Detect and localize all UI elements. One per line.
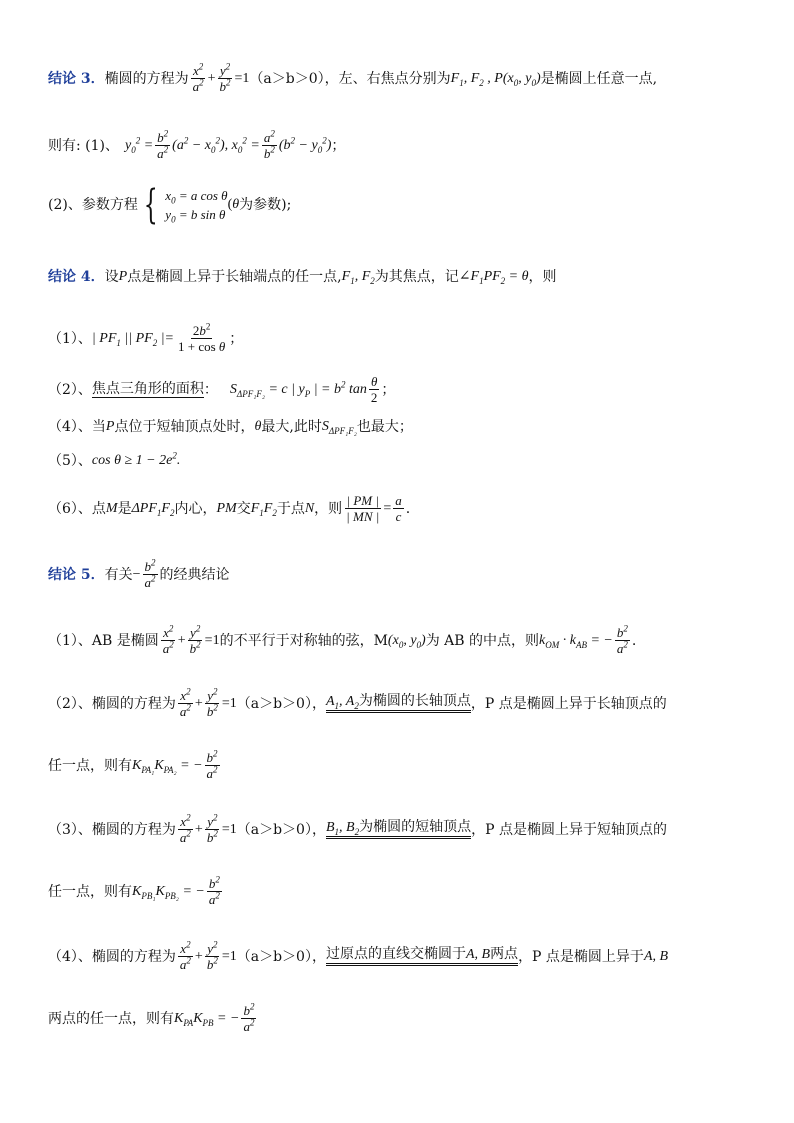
c5-i3b: （a＞b＞0）， — [236, 821, 326, 838]
c3-heading: 结论 3． — [48, 70, 105, 87]
c4-i6c: 内心， — [174, 500, 217, 517]
c5-item-4-cont: 两点的任一点，则有 $K_{PA}K_{PB}$ = − $\frac{b^2}{a^2}$ — [48, 1001, 255, 1034]
param-system: $x_0 = a$ cos θ $y_0 = b$ sin θ — [165, 188, 228, 225]
c5-item-4: （4）、椭圆的方程为 $\frac{x^2}{a^2}$ + $\frac{y^2}{b^2}$ =1 （a＞b＞0）， 过原点的直线交椭圆于A, B两点 ，P 点是椭圆上异于 A, B — [48, 939, 669, 972]
c5-item-3-cont: 任一点，则有 $K_{PB_1}K_{PB_2}$ = − $\frac{b^2}{a^2}$ — [48, 874, 220, 907]
c4-i2-label: 焦点三角形的面积 — [91, 380, 204, 397]
c4-heading: 结论 4． — [48, 269, 105, 285]
c4-i6e: 于点 — [276, 500, 305, 517]
c4-item-5: （5）、 $\cos \theta \ge 1 - 2e^2$. — [48, 450, 181, 469]
c5-i3-underlined: $B_1$, $B_2$为椭圆的短轴顶点 — [326, 820, 471, 839]
c5-i4f: 两点的任一点，则有 — [48, 1010, 174, 1027]
c5-i1b: 的不平行于对称轴的弦，M — [219, 632, 388, 649]
c5-item-1: （1）、AB 是椭圆 $\frac{x^2}{a^2}$ + $\frac{y^2}{b^2}$ =1 的不平行于对称轴的弦，M ($x_0$, $y_0$) 为 AB 的中点，则 $k_{OM} \cdot k_{AB}$ = − $\frac{b^2}{a^2}$ . — [48, 623, 637, 656]
c4-i4d: 也最大； — [356, 419, 413, 435]
c5-i4b: （a＞b＞0）， — [236, 948, 326, 965]
c4-i4b: 点位于短轴顶点处时， — [114, 419, 255, 435]
c4-item-1: （1）、 | $PF_1$ || $PF_2$ |= $\frac{2b^2}{\text{1 + cos θ}}$ ； — [48, 321, 244, 354]
c4-i6b: 是 — [117, 500, 132, 517]
c4-text1: 设 — [104, 269, 119, 285]
left-brace-icon: { — [143, 182, 158, 228]
c4-i6f: ，则 — [314, 500, 343, 517]
c5-i4-underlined: 过原点的直线交椭圆于A, B两点 — [326, 947, 518, 966]
c5-i1a: （1）、AB 是椭圆 — [48, 632, 159, 649]
c4-line-1: 结论 4． 设 P 点是椭圆上异于长轴端点的任一点, $F_1$, $F_2$ 为其焦点，记 $\angle F_1PF_2 = \theta$ ，则 — [48, 269, 557, 286]
c5-heading: 结论 5． — [48, 566, 105, 583]
frac-x2-a2: $\frac{x^2}{a^2}$ — [192, 61, 204, 94]
c4-i6a: （6）、点 — [48, 500, 106, 517]
c5-line-1: 结论 5． 有关 − $\frac{b^2}{a^2}$ 的经典结论 — [48, 557, 230, 590]
c3-line-2: 则有: (1)、 $y_0^2$ = $\frac{b^2}{a^2}$ $(a^2 - x_0^2)$, $x_0^2$ = $\frac{a^2}{b^2}$ $(b^2 - y_0^2)$ ； — [48, 128, 346, 161]
c4-item-2: （2）、 焦点三角形的面积 ： $S_{\Delta PF_1F_2} = c$ | $y_P$ | = $b^2$ tan $\frac{\theta}{2}$ ； — [48, 374, 396, 405]
c5-item-2: （2）、椭圆的方程为 $\frac{x^2}{a^2}$ + $\frac{y^2}{b^2}$ =1 （a＞b＞0）， $A_1$, $A_2$为椭圆的长轴顶点 ，P 点是椭圆上异于长轴顶点的 — [48, 686, 667, 719]
c3-intro: 椭圆的方程为 — [104, 70, 189, 87]
c4-i4a: （4）、当 — [48, 419, 106, 435]
c4-text3: 为其焦点，记 — [374, 269, 459, 285]
c5-i3e: 任一点，则有 — [48, 883, 132, 900]
c4-i4c: 最大,此时 — [261, 419, 322, 435]
c5-i1c: 为 AB 的中点，则 — [425, 632, 540, 649]
c3-line-1: 结论 3． 椭圆的方程为 $\frac{x^2}{a^2}$ + $\frac{y^2}{b^2}$ =1 （a＞b＞0），左、右焦点分别为 $F_1$, $F_2$ , $P(x_0$, $y_0$) 是椭圆上任意一点, — [48, 61, 658, 94]
c3-cond: （a＞b＞0），左、右焦点分别为 — [249, 70, 451, 87]
c5-item-2-cont: 任一点，则有 $K_{PA_1}K_{PA_2}$ = − $\frac{b^2}{a^2}$ — [48, 748, 218, 781]
c4-text4: ，则 — [528, 269, 557, 285]
c5-i2a: （2）、椭圆的方程为 — [48, 695, 176, 712]
c4-i2: （2）、 — [48, 381, 92, 398]
c5-title-a: 有关 — [104, 566, 133, 583]
c3-param-note: 为参数); — [239, 197, 292, 213]
frac-y2-b2: $\frac{y^2}{b^2}$ — [219, 61, 231, 94]
c5-i2c: 为椭圆的长轴顶点 — [358, 693, 471, 709]
c5-i3a: （3）、椭圆的方程为 — [48, 821, 176, 838]
c4-item-6: （6）、点 M 是 $\Delta PF_1F_2$ 内心， PM 交 $F_1F_2$ 于点 N ，则 $\frac{| PM |}{| MN |}$ = $\frac{a}{c}$ . — [48, 493, 411, 524]
c4-i1: （1）、 — [48, 330, 92, 347]
c4-i5: （5）、 — [48, 453, 92, 469]
c5-i4e: ，P 点是椭圆上异于 — [518, 948, 644, 965]
c5-i4d: 两点 — [490, 946, 519, 962]
c5-i3d: ，P 点是椭圆上异于短轴顶点的 — [471, 821, 667, 838]
c3-any-point: 是椭圆上任意一点, — [540, 70, 658, 87]
c5-i4a: （4）、椭圆的方程为 — [48, 948, 176, 965]
c5-i2d: ，P 点是椭圆上异于长轴顶点的 — [470, 695, 667, 712]
c5-i2b: （a＞b＞0）， — [236, 695, 326, 712]
c3-line-3: (2)、参数方程 { $x_0 = a$ cos θ $y_0 = b$ sin θ ( θ 为参数); — [48, 182, 292, 228]
c5-i2-underlined: $A_1$, $A_2$为椭圆的长轴顶点 — [326, 694, 471, 713]
c5-i4c: 过原点的直线交椭圆于 — [325, 946, 466, 962]
c5-title-b: 的经典结论 — [159, 566, 230, 583]
c5-i3c: 为椭圆的短轴顶点 — [359, 819, 472, 835]
c5-i2e: 任一点，则有 — [48, 757, 132, 774]
c4-text2: 点是椭圆上异于长轴端点的任一点, — [127, 269, 342, 285]
c4-item-4: （4）、当 P 点位于短轴顶点处时， θ 最大,此时 $S_{\Delta PF_1F_2}$ 也最大； — [48, 419, 413, 436]
c3-then: 则有: (1)、 — [48, 137, 119, 154]
c3-param: (2)、参数方程 — [48, 197, 138, 213]
c3-foci: $F_1$, $F_2$ , $P(x_0$, $y_0$) — [450, 70, 541, 88]
c4-i6d: 交 — [236, 500, 251, 517]
c5-item-3: （3）、椭圆的方程为 $\frac{x^2}{a^2}$ + $\frac{y^2}{b^2}$ =1 （a＞b＞0）， $B_1$, $B_2$为椭圆的短轴顶点 ，P 点是椭圆上异于短轴顶点的 — [48, 812, 667, 845]
